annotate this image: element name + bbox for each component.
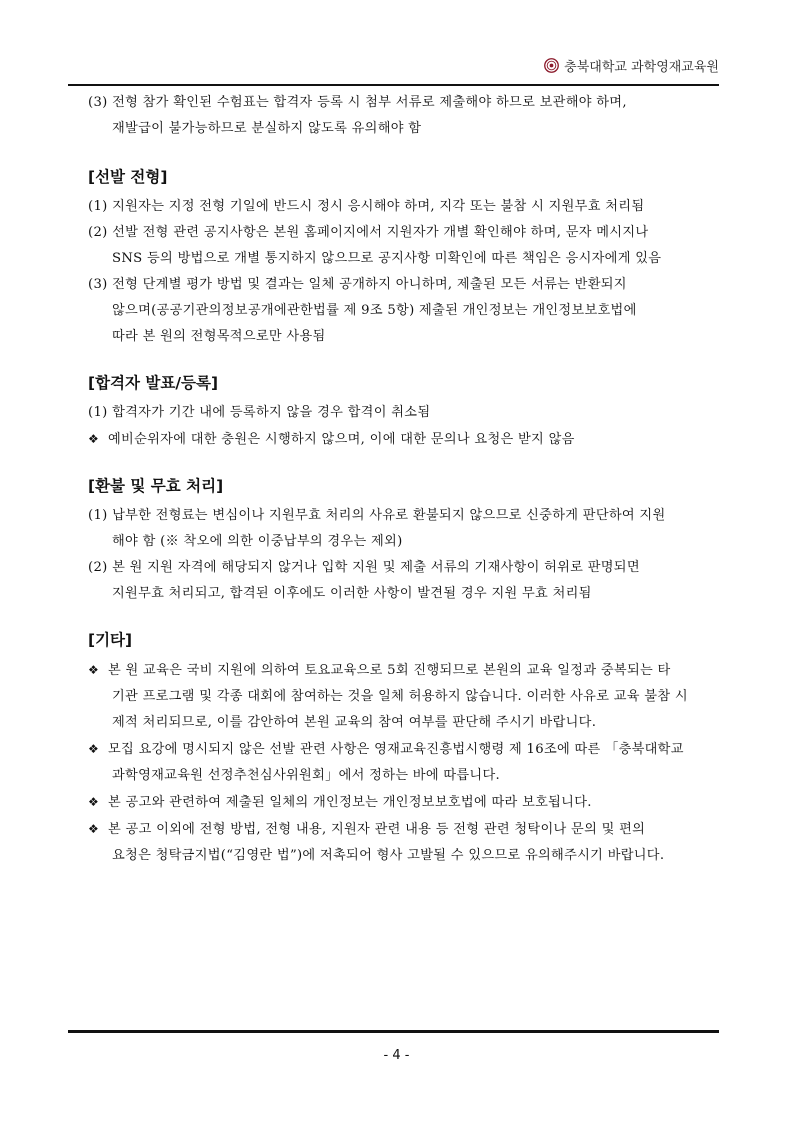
refund-line: 지원무효 처리되고, 합격된 이후에도 이러한 사항이 발견될 경우 지원 무효 처리됨: [112, 586, 592, 601]
bullet-icon: ❖: [88, 822, 100, 836]
section-title-selection: [선발 전형]: [88, 168, 168, 186]
refund-line: (2) 본 원 지원 자격에 해당되지 않거나 입학 지원 및 제출 서류의 기재사항이 허위로 판명되면: [88, 560, 640, 575]
other-line: 본 원 교육은 국비 지원에 의하여 토요교육으로 5회 진행되므로 본원의 교육 일정과 중복되는 타: [108, 663, 671, 678]
selection-line: (3) 전형 단계별 평가 방법 및 결과는 일체 공개하지 아니하며, 제출된 모든 서류는 반환되지: [88, 277, 627, 292]
announcement-bullet-item: [88, 426, 720, 453]
other-line: 본 공고 이외에 전형 방법, 전형 내용, 지원자 관련 내용 등 전형 관련 청탁이나 문의 및 편의: [108, 822, 646, 837]
other-line: 기관 프로그램 및 각종 대회에 참여하는 것을 일체 허용하지 않습니다. 이러한 사유로 교육 불참 시: [112, 689, 688, 704]
intro-line: (3) 전형 참가 확인된 수험표는 합격자 등록 시 첨부 서류로 제출해야 하므로 보관해야 하며,: [88, 95, 627, 110]
bullet-icon: ❖: [88, 663, 100, 677]
org-name: 충북대학교 과학영재교육원: [564, 60, 719, 75]
page-number: - 4 -: [383, 1048, 410, 1063]
intro-line: 재발급이 불가능하므로 분실하지 않도록 유의해야 함: [112, 121, 422, 136]
other-bullet-item: [88, 736, 720, 763]
header-divider: [68, 84, 719, 86]
selection-line: 않으며(공공기관의정보공개에관한법률 제 9조 5항) 제출된 개인정보는 개인정보보호법에: [112, 303, 637, 318]
selection-line: (1) 지원자는 지정 전형 기일에 반드시 정시 응시해야 하며, 지각 또는 불참 시 지원무효 처리됨: [88, 199, 645, 214]
section-title-announcement: [합격자 발표/등록]: [88, 374, 219, 392]
bullet-icon: ❖: [88, 795, 100, 809]
other-bullet-item: [88, 789, 720, 816]
page-header: [68, 56, 719, 80]
announcement-bullet-text: 예비순위자에 대한 충원은 시행하지 않으며, 이에 대한 문의나 요청은 받지 않음: [108, 432, 575, 447]
footer-divider: [68, 1030, 719, 1033]
bullet-icon: ❖: [88, 432, 100, 446]
bullet-icon: ❖: [88, 742, 100, 756]
section-title-other: [기타]: [88, 631, 133, 649]
announcement-line: (1) 합격자가 기간 내에 등록하지 않을 경우 합격이 취소됨: [88, 405, 431, 420]
refund-line: (1) 납부한 전형료는 변심이나 지원무효 처리의 사유로 환불되지 않으므로 신중하게 판단하여 지원: [88, 508, 666, 523]
selection-line: 따라 본 원의 전형목적으로만 사용됨: [112, 329, 326, 344]
other-line: 과학영재교육원 선정추천심사위원회」에서 정하는 바에 따릅니다.: [112, 768, 501, 783]
refund-line: 해야 함 (※ 착오에 의한 이중납부의 경우는 제외): [112, 534, 403, 549]
selection-line: (2) 선발 전형 관련 공지사항은 본원 홈페이지에서 지원자가 개별 확인해야 하며, 문자 메시지나: [88, 225, 649, 240]
university-seal-icon: [544, 58, 559, 73]
section-title-refund: [환불 및 무효 처리]: [88, 477, 224, 495]
other-line: 제적 처리되므로, 이를 감안하여 본원 교육의 참여 여부를 판단해 주시기 바랍니다.: [112, 715, 597, 730]
other-line: 요청은 청탁금지법(“김영란 법”)에 저촉되어 형사 고발될 수 있으므로 유의해주시기 바랍니다.: [112, 848, 665, 863]
page-content: [88, 90, 720, 869]
selection-line: SNS 등의 방법으로 개별 통지하지 않으므로 공지사항 미확인에 따른 책임은 응시자에게 있음: [112, 251, 662, 266]
other-bullet-item: [88, 816, 720, 843]
other-bullet-item: [88, 657, 720, 684]
other-line: 본 공고와 관련하여 제출된 일체의 개인정보는 개인정보보호법에 따라 보호됩니다.: [108, 795, 592, 810]
other-line: 모집 요강에 명시되지 않은 선발 관련 사항은 영재교육진흥법시행령 제 16조에 따른 「충북대학교: [108, 742, 684, 757]
